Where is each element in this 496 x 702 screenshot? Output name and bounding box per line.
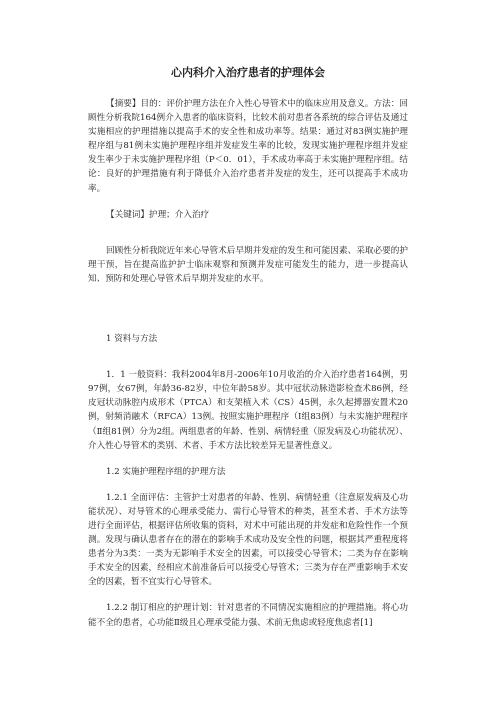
paragraph-1-1: 1．1 一般资料：我科2004年8月-2006年10月收治的介入治疗患者164例，男97例，女67例，年龄36-82岁，中位年龄58岁。其中冠状动脉造影检查术86例，经皮冠状动脉腔内成形术（PTCA）和支架植入术（CS）45例，永久起搏器安置术20例，射频消融术（RFCA）13例。按照实施护理程序（Ⅰ组83例）与未实施护理程序（Ⅱ组81例）分为2组。两组患者的年龄、性别、病情轻重（原发病及心功能状况）、介入性心导管术的类别、术者、手术方法比较差异无显著性意义。 <box>88 370 408 451</box>
keywords-line: 【关键词】护理；介入治疗 <box>106 209 210 220</box>
paragraph-1-2-2: 1.2.2 制订相应的护理计划：针对患者的不同情况实施相应的护理措施。将心功能不全的患者，心功能Ⅱ级且心理承受能力强、术前无焦虑或轻度焦虑者[1] <box>88 603 408 628</box>
abstract-paragraph: 【摘要】目的：评价护理方法在介入性心导管术中的临床应用及意义。方法：回顾性分析我院164例介入患者的临床资料，比较术前对患者各系统的综合评估及通过实施相应的护理措施以提高手术的安全性和成功率等。结果：通过对83例实施护理程序组与81例未实施护理程序组并发症发生率的比较，发现实施护理程序组并发症发生率少于未实施护理程序组（P＜0．01），手术成功率高于未实施护理程序组。结论：良好的护理措施有利于降低介入治疗患者并发症的发生，还可以提高手术成功率。 <box>88 99 408 194</box>
paragraph-1-2-1: 1.2.1 全面评估：主管护士对患者的年龄、性别、病情轻重（注意原发病及心功能状况）、对导管术的心理承受能力、需行心导管术的种类，甚至术者、手术方法等进行全面评估，根据评估所收集的资料，对术中可能出现的并发症和危险性作一个预测。发现与确认患者存在的潜在的影响手术成功及安全性的问题，根据其严重程度将患者分为3类：一类为无影响手术安全的因素，可以接受心导管术；二类为存在影响手术安全的因素，经相应术前准备后可以接受心导管术；三类为存在严重影响手术安全的因素，暂不宜实行心导管术。 <box>88 492 408 588</box>
section-heading-1: 1 资料与方法 <box>106 334 158 345</box>
intro-paragraph: 回顾性分析我院近年来心导管术后早期并发症的发生和可能因素、采取必要的护理干预，旨在提高监护护士临床观察和预测并发症可能发生的能力，进一步提高认知、预防和处理心导管术后早期并发症的水平。 <box>88 245 408 284</box>
section-heading-1-2: 1.2 实施护理程序组的护理方法 <box>106 466 226 477</box>
page-title: 心内科介入治疗患者的护理体会 <box>171 66 325 79</box>
